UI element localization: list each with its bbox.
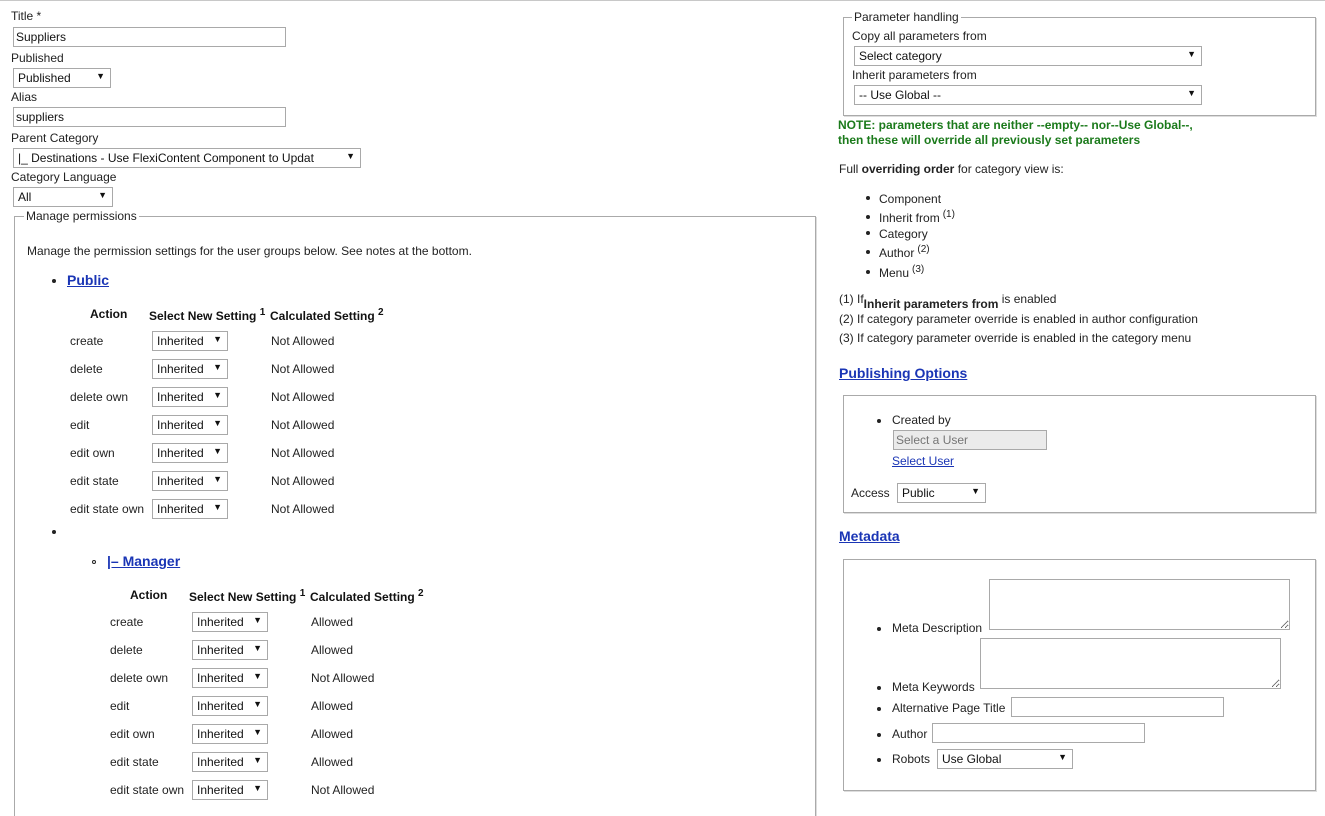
inherit-params-value: -- Use Global -- — [859, 88, 942, 102]
permission-setting-value: Inherited — [157, 418, 204, 432]
footnote-2: (2) If category parameter override is enabled in author configuration — [839, 312, 1198, 326]
category-language-select[interactable] — [13, 187, 113, 207]
copy-params-select[interactable] — [854, 46, 1202, 66]
permission-action: delete — [110, 643, 143, 657]
select-user-link[interactable]: Select User — [892, 454, 955, 468]
permission-setting-select[interactable] — [152, 499, 228, 519]
alt-page-title-label: Alternative Page Title — [892, 701, 1006, 715]
permission-action: edit state — [70, 474, 119, 488]
inherit-params-label: Inherit parameters from — [852, 68, 977, 82]
header-calculated-setting: Calculated Setting $^2$ — [310, 588, 424, 604]
published-label: Published — [11, 51, 64, 65]
author-input[interactable] — [932, 723, 1145, 743]
header-select-new-setting: Select New Setting $^1$ — [149, 307, 266, 323]
permission-setting-value: Inherited — [157, 362, 204, 376]
permission-action: delete own — [70, 390, 129, 404]
permission-calculated: Not Allowed — [271, 334, 335, 348]
permission-setting-select[interactable] — [152, 359, 228, 379]
permission-action: edit own — [70, 446, 115, 460]
created-by-label: Created by — [892, 413, 951, 427]
header-action: Action — [130, 588, 168, 602]
footnote-3: (3) If category parameter override is enabled in the category menu — [839, 331, 1192, 345]
order-item: Menu $^{(3)}$ — [879, 264, 925, 280]
created-by-input[interactable] — [893, 430, 1047, 450]
permission-setting-select[interactable] — [152, 387, 228, 407]
permission-calculated: Not Allowed — [271, 446, 335, 460]
chevron-down-icon: ▼ — [253, 699, 262, 709]
permission-setting-value: Inherited — [197, 727, 244, 741]
permission-setting-value: Inherited — [197, 699, 244, 713]
permission-setting-select[interactable] — [192, 640, 268, 660]
footnote-1: (1) IfInherit parameters from is enabled — [839, 292, 1057, 311]
bullet — [866, 250, 870, 254]
title-input[interactable] — [13, 27, 286, 47]
permission-action: delete own — [110, 671, 169, 685]
order-item: Author $^{(2)}$ — [879, 244, 930, 260]
permission-action: edit state — [110, 755, 159, 769]
chevron-down-icon: ▼ — [253, 727, 262, 737]
permissions-fieldset — [14, 216, 816, 816]
chevron-down-icon: ▼ — [213, 474, 222, 484]
chevron-down-icon: ▼ — [253, 643, 262, 653]
category-language-label: Category Language — [11, 170, 117, 184]
permission-calculated: Not Allowed — [271, 362, 335, 376]
permissions-legend: Manage permissions — [26, 209, 137, 223]
header-calculated-setting: Calculated Setting $^2$ — [270, 307, 384, 323]
permission-setting-value: Inherited — [157, 474, 204, 488]
metadata-link[interactable]: Metadata — [839, 528, 900, 544]
permission-calculated: Not Allowed — [271, 474, 335, 488]
permission-setting-select[interactable] — [192, 668, 268, 688]
permission-calculated: Not Allowed — [271, 502, 335, 516]
robots-label: Robots — [892, 752, 931, 766]
permission-calculated: Allowed — [311, 615, 354, 629]
chevron-down-icon: ▼ — [96, 71, 105, 81]
meta-description-label: Meta Description — [892, 621, 983, 635]
publishing-options-link[interactable]: Publishing Options — [839, 365, 968, 381]
title-label: Title * — [11, 9, 42, 23]
permission-action: edit state own — [110, 783, 185, 797]
header-select-new-setting: Select New Setting $^1$ — [189, 588, 306, 604]
bullet — [877, 627, 881, 631]
circle-bullet — [92, 560, 96, 564]
permission-action: create — [70, 334, 104, 348]
meta-description-textarea[interactable] — [989, 579, 1290, 630]
access-select[interactable] — [897, 483, 986, 503]
permission-action: delete — [70, 362, 103, 376]
permission-setting-select[interactable] — [152, 471, 228, 491]
permission-setting-value: Inherited — [197, 755, 244, 769]
permission-setting-value: Inherited — [197, 643, 244, 657]
bullet — [52, 530, 56, 534]
permission-calculated: Allowed — [311, 727, 354, 741]
bullet — [877, 707, 881, 711]
chevron-down-icon: ▼ — [253, 615, 262, 625]
header-action: Action — [90, 307, 128, 321]
order-item: Component — [879, 192, 942, 206]
permission-setting-value: Inherited — [157, 334, 204, 348]
alias-input[interactable] — [13, 107, 286, 127]
published-select[interactable] — [13, 68, 111, 88]
alias-label: Alias — [11, 90, 38, 104]
permission-action: edit — [70, 418, 90, 432]
permission-setting-value: Inherited — [157, 502, 204, 516]
chevron-down-icon: ▼ — [213, 390, 222, 400]
chevron-down-icon: ▼ — [346, 151, 355, 161]
permission-setting-select[interactable] — [192, 752, 268, 772]
parent-category-select[interactable] — [13, 148, 361, 168]
permission-calculated: Allowed — [311, 755, 354, 769]
chevron-down-icon: ▼ — [971, 486, 980, 496]
parameter-handling-legend: Parameter handling — [854, 10, 959, 24]
chevron-down-icon: ▼ — [1187, 49, 1196, 59]
order-item: Inherit from $^{(1)}$ — [879, 209, 955, 225]
access-label: Access — [851, 486, 890, 500]
permission-setting-select[interactable] — [192, 724, 268, 744]
permission-calculated: Not Allowed — [311, 671, 375, 685]
bullet — [52, 279, 56, 283]
bullet — [877, 733, 881, 737]
bullet — [866, 231, 870, 235]
copy-params-label: Copy all parameters from — [852, 29, 987, 43]
group-manager-link[interactable]: |– Manager — [107, 553, 181, 569]
category-language-value: All — [18, 190, 32, 204]
permission-setting-select[interactable] — [192, 780, 268, 800]
permission-calculated: Not Allowed — [311, 783, 375, 797]
parent-category-value: |_ Destinations - Use FlexiContent Component to Updat — [18, 151, 314, 165]
permission-setting-select[interactable] — [192, 612, 268, 632]
group-public-link[interactable]: Public — [67, 272, 110, 288]
author-label: Author — [892, 727, 928, 741]
bullet — [866, 215, 870, 219]
permission-setting-value: Inherited — [157, 446, 204, 460]
parent-category-label: Parent Category — [11, 131, 99, 145]
inherit-params-select[interactable] — [854, 85, 1202, 105]
permission-action: edit own — [110, 727, 155, 741]
params-note: NOTE: parameters that are neither --empty-- nor--Use Global--, then these will override all previously set parameters — [838, 118, 1193, 147]
permission-action: edit — [110, 699, 130, 713]
permission-calculated: Allowed — [311, 643, 354, 657]
permission-setting-select[interactable] — [152, 415, 228, 435]
permission-setting-select[interactable] — [152, 443, 228, 463]
chevron-down-icon: ▼ — [253, 783, 262, 793]
bullet — [866, 270, 870, 274]
permission-setting-value: Inherited — [157, 390, 204, 404]
chevron-down-icon: ▼ — [253, 671, 262, 681]
bullet — [877, 419, 881, 423]
copy-params-value: Select category — [859, 49, 942, 63]
permission-calculated: Allowed — [311, 699, 354, 713]
chevron-down-icon: ▼ — [213, 362, 222, 372]
chevron-down-icon: ▼ — [1187, 88, 1196, 98]
permission-calculated: Not Allowed — [271, 390, 335, 404]
meta-keywords-textarea[interactable] — [980, 638, 1281, 689]
permission-action: create — [110, 615, 144, 629]
permission-setting-value: Inherited — [197, 671, 244, 685]
permissions-intro: Manage the permission settings for the user groups below. See notes at the bottom. — [27, 244, 472, 258]
permission-setting-value: Inherited — [197, 783, 244, 797]
chevron-down-icon: ▼ — [213, 418, 222, 428]
meta-keywords-label: Meta Keywords — [892, 680, 975, 694]
permission-setting-select[interactable] — [152, 331, 228, 351]
chevron-down-icon: ▼ — [253, 755, 262, 765]
permission-calculated: Not Allowed — [271, 418, 335, 432]
chevron-down-icon: ▼ — [98, 190, 107, 200]
overriding-order-text: Full overriding order for category view is: — [839, 162, 1064, 176]
chevron-down-icon: ▼ — [213, 334, 222, 344]
permission-action: edit state own — [70, 502, 145, 516]
chevron-down-icon: ▼ — [213, 502, 222, 512]
order-item: Category — [879, 227, 928, 241]
bullet — [877, 758, 881, 762]
bullet — [877, 686, 881, 690]
permission-setting-value: Inherited — [197, 615, 244, 629]
published-select-value: Published — [18, 71, 71, 85]
permission-setting-select[interactable] — [192, 696, 268, 716]
chevron-down-icon: ▼ — [1058, 752, 1067, 762]
robots-value: Use Global — [942, 752, 1002, 766]
robots-select[interactable] — [937, 749, 1073, 769]
chevron-down-icon: ▼ — [213, 446, 222, 456]
bullet — [866, 196, 870, 200]
access-value: Public — [902, 486, 935, 500]
alt-page-title-input[interactable] — [1011, 697, 1224, 717]
